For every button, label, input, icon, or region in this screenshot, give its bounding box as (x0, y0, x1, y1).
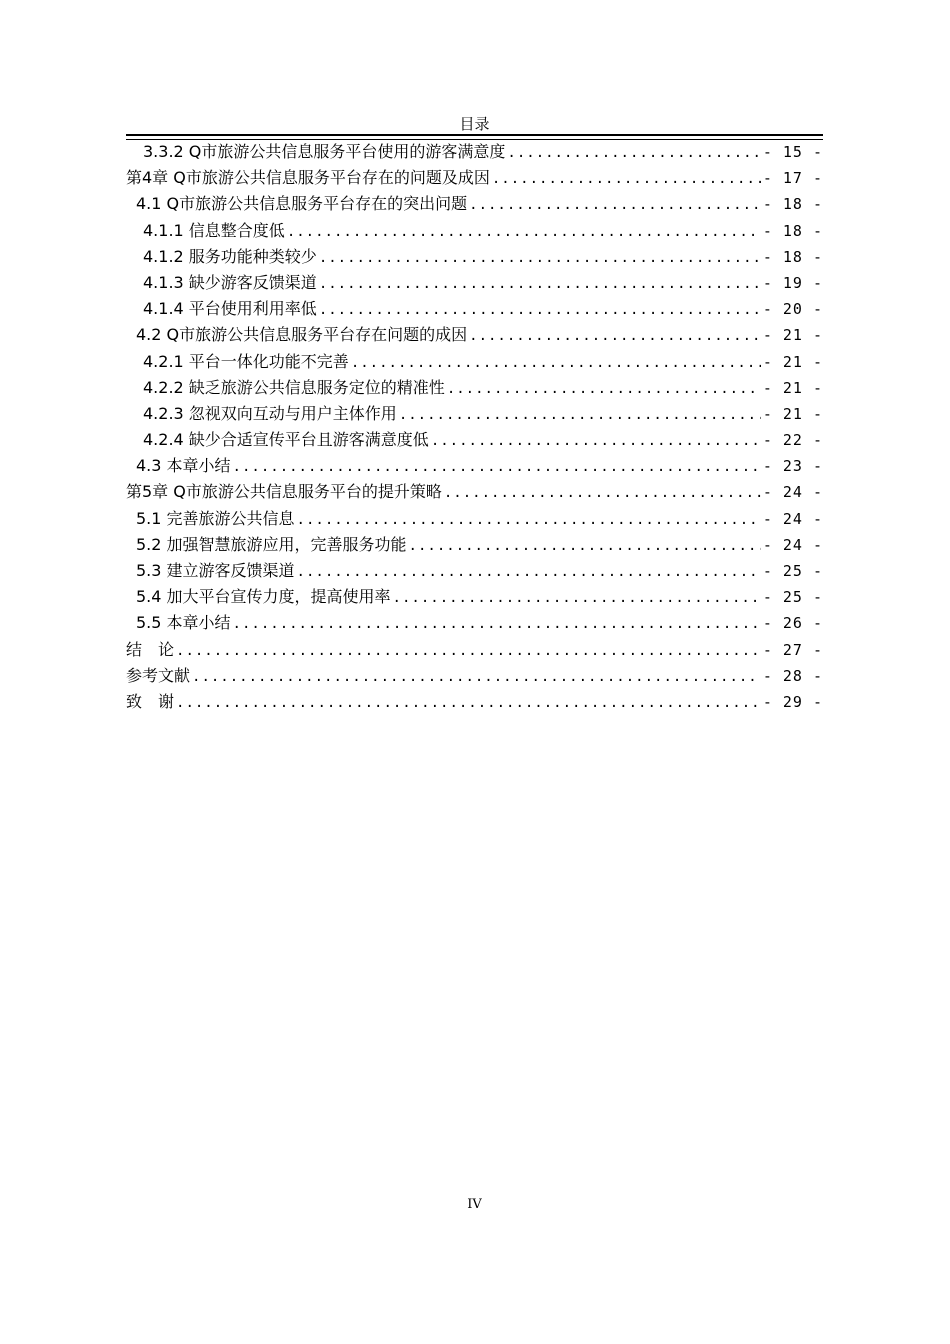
toc-entry-title: 4.1.4 平台使用利用率低 (143, 299, 317, 319)
toc-entry[interactable] (126, 375, 823, 401)
toc-entry-page: - 22 - (762, 431, 823, 450)
toc-entry-page: - 23 - (762, 457, 823, 476)
toc-dot-leader (469, 323, 761, 348)
toc-entry-page: - 21 - (762, 326, 823, 345)
toc-entry-title: 第4章 Q市旅游公共信息服务平台存在的问题及成因 (126, 168, 490, 188)
table-of-contents (126, 139, 823, 715)
page-header-title: 目录 (459, 115, 490, 133)
toc-dot-leader (351, 350, 761, 375)
toc-entry-title: 结 论 (126, 639, 175, 659)
toc-entry-title: 5.5 本章小结 (136, 613, 231, 633)
toc-entry-title: 致 谢 (126, 691, 175, 711)
toc-entry-page: - 21 - (762, 352, 823, 371)
toc-entry[interactable] (126, 532, 823, 558)
page-number: IV (467, 1197, 482, 1212)
toc-entry-title: 第5章 Q市旅游公共信息服务平台的提升策略 (126, 482, 442, 502)
toc-dot-leader (233, 454, 761, 479)
toc-dot-leader (192, 664, 761, 689)
toc-entry-title: 4.1.2 服务功能种类较少 (143, 246, 317, 266)
toc-dot-leader (431, 428, 761, 453)
toc-entry[interactable] (126, 479, 823, 505)
toc-entry[interactable] (126, 689, 823, 715)
toc-dot-leader (176, 690, 761, 715)
toc-entry-title: 4.2.3 忽视双向互动与用户主体作用 (143, 403, 397, 423)
toc-dot-leader (287, 219, 761, 244)
toc-entry-page: - 18 - (762, 221, 823, 240)
toc-dot-leader (233, 611, 761, 636)
toc-entry-title: 4.3 本章小结 (136, 456, 231, 476)
toc-dot-leader (393, 585, 761, 610)
toc-entry[interactable] (126, 558, 823, 584)
toc-entry-page: - 19 - (762, 273, 823, 292)
toc-entry-page: - 18 - (762, 195, 823, 214)
toc-entry-page: - 25 - (762, 588, 823, 607)
toc-entry-page: - 24 - (762, 509, 823, 528)
toc-entry[interactable] (126, 296, 823, 322)
toc-entry[interactable] (126, 453, 823, 479)
toc-entry-page: - 26 - (762, 614, 823, 633)
toc-dot-leader (409, 533, 761, 558)
toc-entry[interactable] (126, 322, 823, 348)
toc-entry[interactable] (126, 270, 823, 296)
toc-entry-title: 5.3 建立游客反馈渠道 (136, 561, 295, 580)
toc-entry-title: 参考文献 (126, 665, 191, 685)
toc-entry-title: 4.2.1 平台一体化功能不完善 (143, 351, 349, 371)
toc-entry-page: - 25 - (762, 562, 823, 580)
toc-entry-page: - 28 - (762, 666, 823, 685)
toc-entry-page: - 29 - (762, 692, 823, 711)
toc-entry[interactable] (126, 218, 823, 244)
toc-entry[interactable] (126, 663, 823, 689)
toc-entry-title: 5.4 加大平台宣传力度，提高使用率 (136, 587, 391, 607)
toc-dot-leader (297, 559, 761, 584)
toc-dot-leader (176, 638, 761, 663)
toc-entry-page: - 27 - (762, 640, 823, 659)
toc-entry-page: - 24 - (762, 483, 823, 502)
toc-entry-title: 5.2 加强智慧旅游应用，完善服务功能 (136, 534, 407, 554)
toc-entry[interactable] (126, 401, 823, 427)
toc-entry-page: - 21 - (762, 404, 823, 423)
toc-dot-leader (319, 271, 761, 296)
toc-dot-leader (492, 166, 761, 191)
toc-dot-leader (444, 480, 761, 505)
toc-entry-title: 4.1.1 信息整合度低 (143, 220, 285, 240)
toc-entry[interactable] (126, 139, 823, 165)
toc-entry-title: 4.1 Q市旅游公共信息服务平台存在的突出问题 (136, 194, 468, 214)
toc-dot-leader (319, 297, 761, 322)
toc-entry-title: 4.2 Q市旅游公共信息服务平台存在问题的成因 (136, 325, 468, 345)
toc-dot-leader (399, 402, 761, 427)
toc-entry[interactable] (126, 191, 823, 217)
toc-entry[interactable] (126, 165, 823, 191)
toc-dot-leader (507, 140, 760, 165)
toc-entry[interactable] (126, 427, 823, 453)
toc-entry[interactable] (126, 244, 823, 270)
toc-entry-page: - 17 - (762, 169, 823, 188)
toc-entry[interactable] (126, 506, 823, 532)
toc-entry-title: 4.1.3 缺少游客反馈渠道 (143, 272, 317, 292)
toc-entry-title: 5.1 完善旅游公共信息 (136, 508, 295, 528)
toc-entry-page: - 15 - (762, 143, 823, 161)
toc-dot-leader (469, 192, 761, 217)
toc-entry-title: 4.2.2 缺乏旅游公共信息服务定位的精准性 (143, 377, 445, 397)
toc-dot-leader (447, 376, 761, 401)
toc-entry[interactable] (126, 637, 823, 663)
toc-entry-page: - 18 - (762, 247, 823, 266)
toc-entry-title: 4.2.4 缺少合适宣传平台且游客满意度低 (143, 430, 429, 450)
toc-entry[interactable] (126, 349, 823, 375)
toc-entry-page: - 20 - (762, 300, 823, 319)
toc-entry-title: 3.3.2 Q市旅游公共信息服务平台使用的游客满意度 (143, 142, 506, 161)
toc-entry-page: - 24 - (762, 535, 823, 554)
toc-entry[interactable] (126, 584, 823, 610)
toc-dot-leader (297, 507, 761, 532)
toc-entry-page: - 21 - (762, 378, 823, 397)
toc-entry[interactable] (126, 610, 823, 636)
toc-dot-leader (319, 245, 761, 270)
